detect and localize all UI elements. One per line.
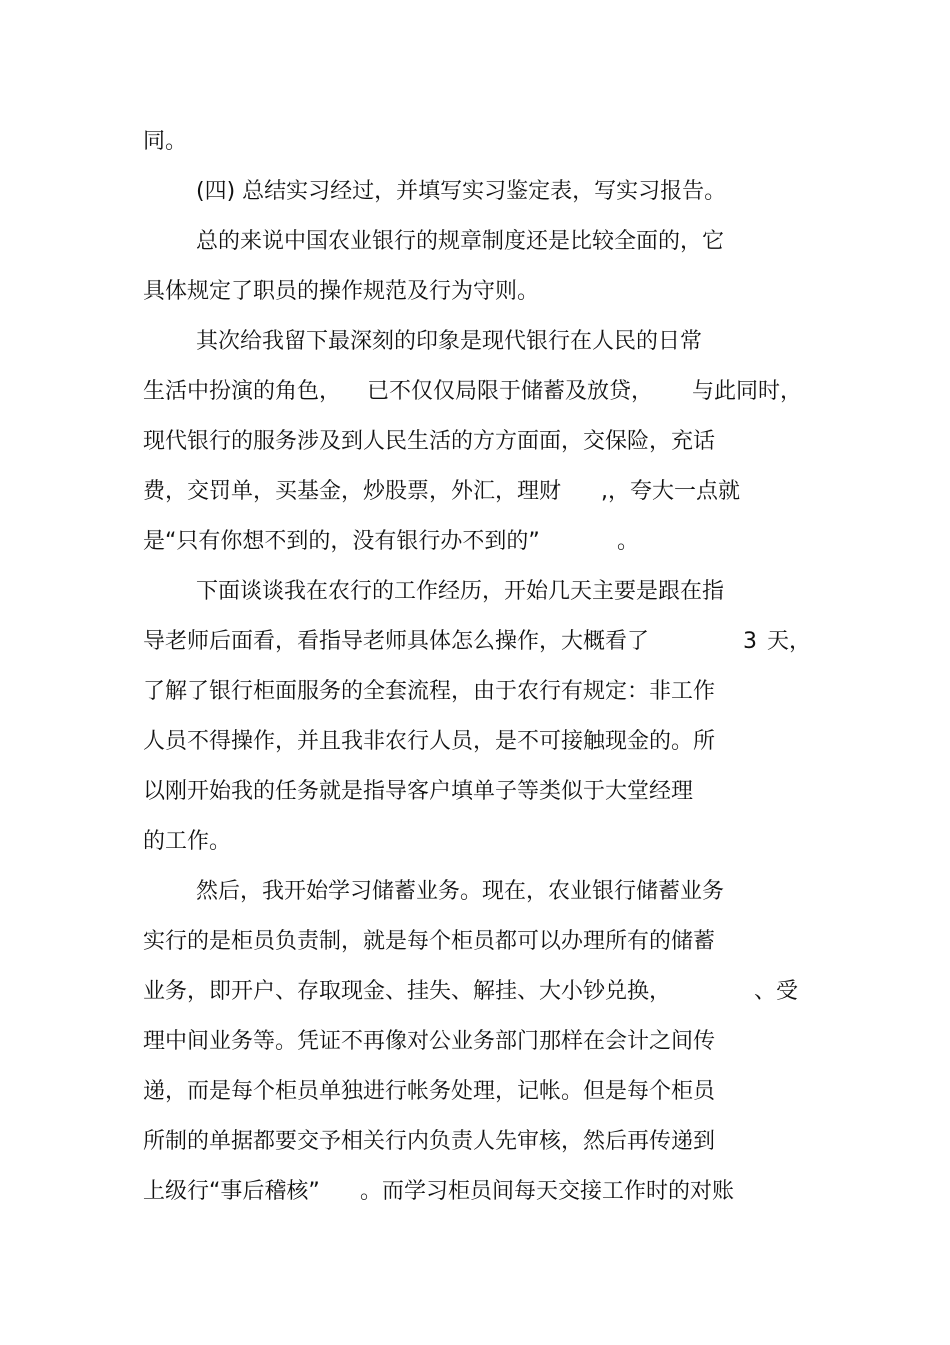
text-segment: 已不仅仅局限于储蓄及放贷， <box>367 379 654 404</box>
text-line <box>0 1074 950 1110</box>
text-segment: 所制的单据都要交予相关行内负责人先审核，然后再传递到 <box>143 1129 716 1154</box>
text-segment: 。而学习柜员间每天交接工作时的对账 <box>360 1179 735 1204</box>
text-line <box>0 824 950 860</box>
text-line <box>0 724 950 760</box>
text-segment: 理中间业务等。凭证不再像对公业务部门那样在会计之间传 <box>143 1029 716 1054</box>
text-segment: 费，交罚单，买基金，炒股票，外汇，理财 <box>143 479 562 504</box>
text-segment: 其次给我留下最深刻的印象是现代银行在人民的日常 <box>196 329 703 354</box>
text-line <box>0 524 950 560</box>
text-segment: 3 <box>743 629 757 654</box>
text-segment: 以刚开始我的任务就是指导客户填单子等类似于大堂经理 <box>143 779 694 804</box>
text-segment: 现代银行的服务涉及到人民生活的方方面面，交保险，充话 <box>143 429 716 454</box>
text-segment: 实行的是柜员负责制，就是每个柜员都可以办理所有的储蓄 <box>143 929 716 954</box>
text-line <box>0 874 950 910</box>
text-segment: 生活中扮演的角色， <box>143 379 342 404</box>
text-segment: 天， <box>767 629 812 654</box>
text-line <box>0 674 950 710</box>
text-line <box>0 374 950 410</box>
text-line <box>0 574 950 610</box>
text-segment: 业务，即开户、存取现金、挂失、解挂、大小钞兑换， <box>143 979 672 1004</box>
text-line <box>0 224 950 260</box>
text-segment: (四) 总结实习经过，并填写实习鉴定表，写实习报告。 <box>196 179 727 204</box>
text-line <box>0 424 950 460</box>
text-line <box>0 974 950 1010</box>
text-segment: 上级行“事后稽核” <box>143 1179 320 1204</box>
text-segment: 了解了银行柜面服务的全套流程，由于农行有规定：非工作 <box>143 679 716 704</box>
text-segment: 下面谈谈我在农行的工作经历，开始几天主要是跟在指 <box>196 579 725 604</box>
text-segment: 与此同时， <box>692 379 803 404</box>
text-segment: 具体规定了职员的操作规范及行为守则。 <box>143 279 540 304</box>
text-line <box>0 624 950 660</box>
text-line <box>0 274 950 310</box>
text-segment: 、受 <box>754 979 799 1004</box>
text-segment: 人员不得操作，并且我非农行人员，是不可接触现金的。所 <box>143 729 716 754</box>
text-segment: ,，夸大一点就 <box>601 479 740 504</box>
text-line <box>0 324 950 360</box>
text-segment: 导老师后面看，看指导老师具体怎么操作，大概看了 <box>143 629 650 654</box>
text-segment: 递，而是每个柜员单独进行帐务处理，记帐。但是每个柜员 <box>143 1079 716 1104</box>
text-segment: 总的来说中国农业银行的规章制度还是比较全面的，它 <box>196 229 725 254</box>
text-line <box>0 124 950 160</box>
text-segment: 。 <box>617 529 640 554</box>
text-line <box>0 924 950 960</box>
text-line <box>0 1124 950 1160</box>
text-line <box>0 774 950 810</box>
text-segment: 然后，我开始学习储蓄业务。现在，农业银行储蓄业务 <box>196 879 725 904</box>
text-line <box>0 1174 950 1210</box>
text-segment: 同。 <box>143 129 188 154</box>
text-line <box>0 174 950 210</box>
text-line <box>0 474 950 510</box>
text-segment: 的工作。 <box>143 829 232 854</box>
text-segment: 是“只有你想不到的，没有银行办不到的” <box>143 529 540 554</box>
text-line <box>0 1024 950 1060</box>
